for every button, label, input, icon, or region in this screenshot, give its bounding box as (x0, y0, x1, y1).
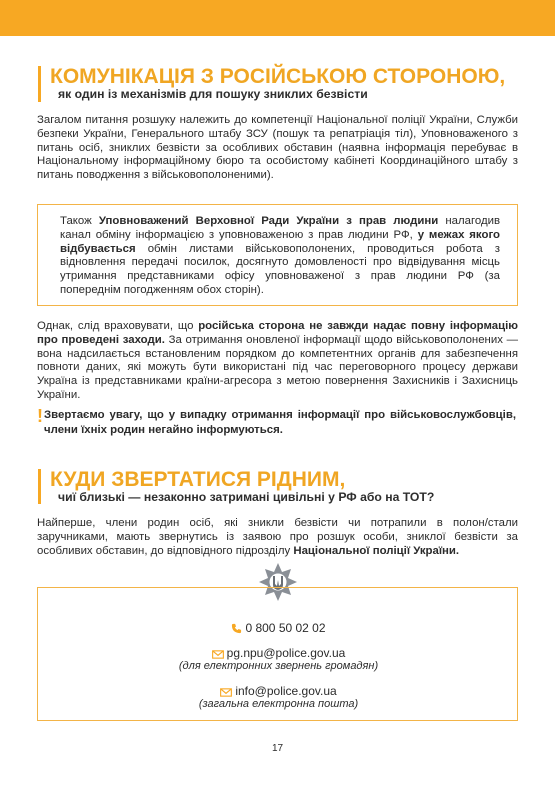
email2-line (38, 684, 519, 698)
page-number: 17 (271, 743, 284, 754)
email2-note: (загальна електронна пошта) (198, 698, 359, 710)
email2-link[interactable]: info@police.gov.ua (235, 684, 337, 698)
section2-paragraph: Найперше, члени родин осіб, які зникли безвісти чи потрапили в полон/стали заручниками, мають звернутись із заявою про розшук особи, зниклої безвісти за особливих обставин, до відповідного підрозділу Національної поліції України. (37, 517, 518, 557)
section1-accent-bar (38, 66, 41, 102)
section2-accent-bar (38, 469, 41, 504)
phone-line (38, 621, 519, 635)
section2-title: КУДИ ЗВЕРТАТИСЯ РІДНИМ, (50, 468, 346, 491)
top-color-bar (0, 0, 555, 36)
info-box-text: Також Уповноважений Верховної Ради України з прав людини налагодив канал обміну інформацією з уповноваженою з прав людини РФ, у межах якого відбувається обмін листами військовополонених, проводиться робота з відновлення передачі посилок, досягнуто домовленості про відвідування місць утримання представниками офісу уповноваженої з прав людини РФ (за попереднім погодженням обох сторін). (60, 215, 501, 296)
section1-subtitle: як один із механізмів для пошуку зниклих безвісти (58, 87, 368, 101)
email1-note: (для електронних звернень громадян) (178, 660, 379, 672)
envelope-icon (220, 688, 232, 697)
section1-title: КОМУНІКАЦІЯ З РОСІЙСЬКОЮ СТОРОНОЮ, (50, 65, 506, 88)
attention-text: Звертаємо увагу, що у випадку отримання інформації про військовослужбовців, члени їхніх родин негайно інформуються. (44, 409, 516, 436)
envelope-icon (212, 650, 224, 659)
section1-intro: Загалом питання розшуку належить до компетенції Національної поліції України, Служби безпеки України, Генерального штабу ЗСУ (пошук та репатріація тіл), Уповноваженого з питань осіб, зниклих безвісти за особливих обставин (наявна інформація перебуває в Національному інформаційному бюро та особистому кабінеті Координаційного штабу з питань поводження з військовополоненими). (37, 114, 518, 182)
info-box (37, 204, 518, 306)
contacts-box (37, 587, 518, 721)
email1-link[interactable]: pg.npu@police.gov.ua (226, 646, 346, 660)
phone-number[interactable]: 0 800 50 02 02 (245, 621, 326, 635)
section2-subtitle: чиї близькі — незаконно затримані цивільні у РФ або на ТОТ? (58, 490, 435, 504)
section1-paragraph2: Однак, слід враховувати, що російська сторона не завжди надає повну інформацію про проведені заходи. За отримання оновленої інформації щодо військовополонених — вона надсилається встановленим порядком до компетентних органів для забезпечення повноти даних, які можуть бути використані під час переговорного процесу держави Україна із представниками країни-агресора з метою повернення Захисників і Захисниць України. (37, 320, 518, 401)
email1-line (38, 646, 519, 660)
exclamation-icon: ! (37, 406, 43, 426)
phone-icon (231, 623, 242, 634)
